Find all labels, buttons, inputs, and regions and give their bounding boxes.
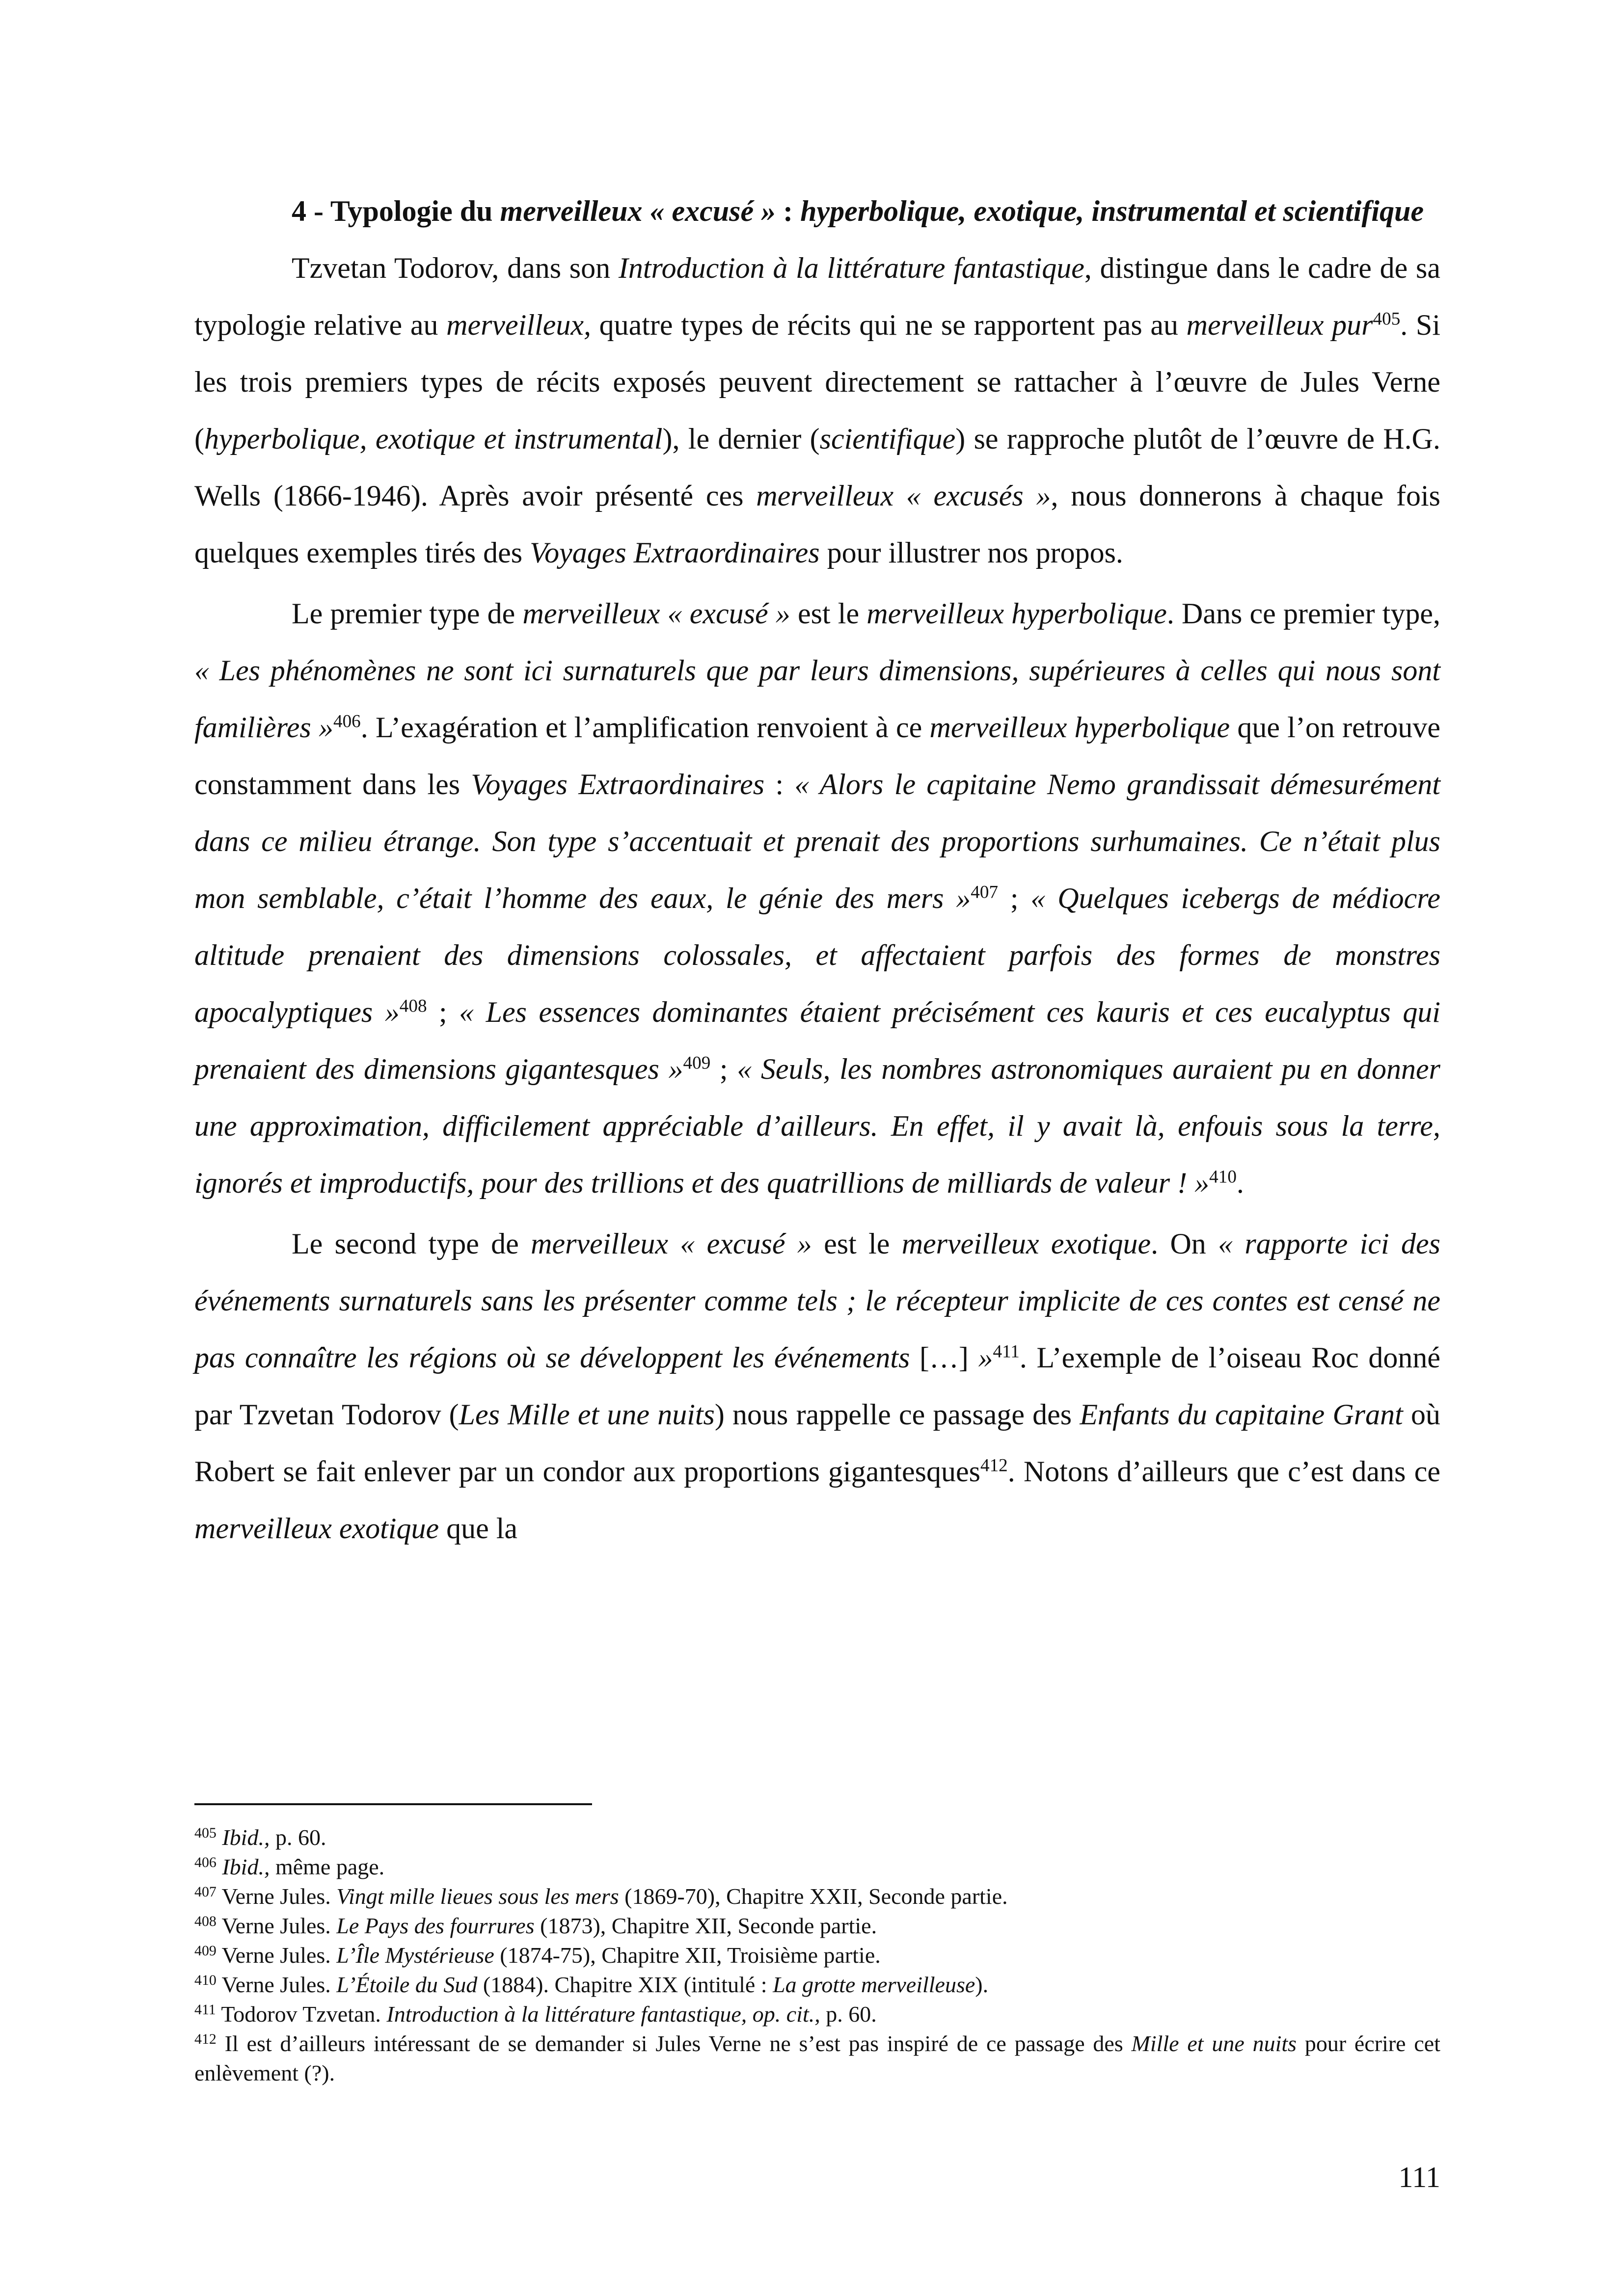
- text-run: ;: [427, 996, 460, 1028]
- text-run: que l’on retrouve constamment dans les: [194, 711, 1440, 801]
- text-run: . L’exagération et l’amplification renvoient à ce: [360, 711, 930, 744]
- text-run: . Notons d’ailleurs que c’est dans ce: [1007, 1455, 1440, 1488]
- italic-text: « Alors le capitaine Nemo grandissait démesurément dans ce milieu étrange. Son type s’accentuait et prenait des proportions surhumaines. Ce n’était plus mon semblable, c’était l’homme des eaux, le génie des mers »: [194, 768, 1440, 914]
- footnote-ref: 412: [980, 1455, 1008, 1476]
- italic-text: merveilleux,: [446, 309, 591, 341]
- italic-text: « Seuls, les nombres astronomiques auraient pu en donner une approximation, difficilement appréciable d’ailleurs. En effet, il y avait là, enfouis sous la terre, ignorés et improductifs, pour des trillions et des quatrillions de milliards de valeur ! »: [194, 1053, 1440, 1199]
- footnote-409: [194, 1941, 1440, 1970]
- text-run: :: [764, 768, 795, 801]
- footnote-number: 407: [194, 1884, 216, 1900]
- text-run: où Robert se fait enlever par un condor aux proportions gigantesques: [194, 1398, 1441, 1488]
- paragraph-1: [194, 240, 1440, 581]
- italic-text: « Quelques icebergs de médiocre altitude prenaient des dimensions colossales, et affectaient parfois des formes de monstres apocalyptiques »: [194, 882, 1440, 1028]
- text-run: ) se rapproche plutôt de l’œuvre de H.G. Wells (1866-1946). Après avoir présenté ces: [194, 423, 1440, 512]
- page-body: [194, 183, 1440, 1557]
- footnote-number: 411: [194, 2002, 216, 2018]
- footnote-408: [194, 1911, 1440, 1941]
- text-run: pour illustrer nos propos.: [819, 536, 1123, 569]
- footnote-ref: 408: [399, 996, 427, 1016]
- text-run: Verne Jules.: [221, 1943, 337, 1968]
- section-heading: [292, 183, 1440, 240]
- text-run: que la: [439, 1512, 518, 1545]
- footnote-ref: 409: [683, 1053, 711, 1073]
- text-run: est le: [812, 1228, 902, 1260]
- page-number: 111: [1398, 2161, 1440, 2193]
- italic-text: Le Pays des fourrures: [336, 1913, 535, 1938]
- text-run: Tzvetan Todorov, dans son: [292, 252, 619, 284]
- italic-text: Voyages Extraordinaires: [530, 536, 820, 569]
- text-run: , nous donnerons à chaque fois quelques exemples tirés des: [194, 480, 1440, 569]
- italic-text: La grotte merveilleuse: [773, 1972, 975, 1997]
- italic-text: Introduction à la littérature fantastique, op. cit.,: [386, 2002, 820, 2027]
- italic-text: merveilleux exotique: [901, 1228, 1151, 1260]
- italic-text: L’Étoile du Sud: [336, 1972, 478, 1997]
- text-run: . L’exemple de l’oiseau Roc donné par Tzvetan Todorov (: [194, 1341, 1441, 1431]
- text-run: p. 60.: [820, 2002, 877, 2027]
- italic-text: « rapporte ici des événements surnaturels sans les présenter comme tels ; le récepteur implicite de ces contes est censé ne pas connaître les régions où se développent les événements: [194, 1228, 1441, 1374]
- text-run: ), le dernier (: [662, 423, 820, 455]
- italic-text: merveilleux hyperbolique: [866, 597, 1167, 630]
- text-run: , distingue dans le cadre de sa typologie relative au: [194, 252, 1440, 341]
- text-run: ;: [710, 1053, 737, 1085]
- text-run: . Dans ce premier type,: [1166, 597, 1441, 630]
- italic-text: hyperbolique, exotique et instrumental: [204, 423, 663, 455]
- italic-text: L’Île Mystérieuse: [336, 1943, 494, 1968]
- text-run: Verne Jules.: [221, 1884, 337, 1909]
- footnote-separator: [194, 1803, 592, 1805]
- footnote-ref: 411: [993, 1341, 1020, 1362]
- text-run: . On: [1151, 1228, 1218, 1260]
- text-run: Verne Jules.: [221, 1972, 337, 1997]
- text-run: pour écrire cet enlèvement (?).: [194, 2031, 1440, 2085]
- text-run: (1884). Chapitre XIX (intitulé :: [477, 1972, 773, 1997]
- footnote-ref: 406: [333, 711, 361, 732]
- text-run: ;: [998, 882, 1031, 914]
- italic-text: Enfants du capitaine Grant: [1080, 1398, 1403, 1431]
- italic-text: Mille et une nuits: [1131, 2031, 1297, 2056]
- paragraph-3: [194, 1215, 1440, 1557]
- text-run: Le premier type de: [292, 597, 523, 630]
- heading-text: :: [776, 195, 801, 227]
- footnote-number: 408: [194, 1913, 216, 1930]
- heading-italic: hyperbolique, exotique, instrumental et scientifique: [800, 195, 1424, 227]
- text-run: même page.: [270, 1854, 385, 1879]
- italic-text: Vingt mille lieues sous les mers: [336, 1884, 619, 1909]
- footnote-number: 406: [194, 1854, 216, 1871]
- text-run: (1874-75), Chapitre XII, Troisième partie.: [494, 1943, 881, 1968]
- text-run: Il est d’ailleurs intéressant de se demander si Jules Verne ne s’est pas inspiré de ce passage des: [224, 2031, 1132, 2056]
- italic-text: »: [968, 1341, 993, 1374]
- italic-text: merveilleux « excusés »: [756, 480, 1051, 512]
- text-run: ).: [975, 1972, 989, 1997]
- text-run: Verne Jules.: [221, 1913, 337, 1938]
- italic-text: « Les essences dominantes étaient précisément ces kauris et ces eucalyptus qui prenaient des dimensions gigantesques »: [194, 996, 1440, 1085]
- italic-text: merveilleux « excusé »: [531, 1228, 812, 1260]
- text-run: (1869-70), Chapitre XXII, Seconde partie.: [619, 1884, 1008, 1909]
- footnotes: [194, 1823, 1440, 2088]
- footnote-410: [194, 1970, 1440, 2000]
- heading-text: 4 - Typologie du: [292, 195, 500, 227]
- italic-text: Introduction à la littérature fantastique: [618, 252, 1084, 284]
- text-run: . Si les trois premiers types de récits exposés peuvent directement se rattacher à l’œuvre de Jules Verne (: [194, 309, 1440, 455]
- italic-text: Ibid.,: [222, 1854, 270, 1879]
- footnote-number: 409: [194, 1943, 216, 1959]
- text-run: ) nous rappelle ce passage des: [714, 1398, 1080, 1431]
- italic-text: merveilleux pur: [1186, 309, 1373, 341]
- italic-text: merveilleux hyperbolique: [929, 711, 1230, 744]
- paragraph-2: [194, 585, 1440, 1211]
- italic-text: scientifique: [819, 423, 956, 455]
- footnote-number: 405: [194, 1825, 216, 1842]
- footnote-405: [194, 1823, 1440, 1852]
- text-run: […]: [919, 1341, 969, 1374]
- heading-italic: merveilleux « excusé »: [500, 195, 776, 227]
- italic-text: Les Mille et une nuits: [459, 1398, 715, 1431]
- footnote-411: [194, 2000, 1440, 2029]
- footnote-number: 410: [194, 1972, 216, 1989]
- footnote-406: [194, 1852, 1440, 1882]
- italic-text: « Les phénomènes ne sont ici surnaturels que par leurs dimensions, supérieures à celles qui nous sont familières »: [194, 654, 1440, 744]
- italic-text: Voyages Extraordinaires: [471, 768, 765, 801]
- text-run: est le: [790, 597, 867, 630]
- italic-text: merveilleux « excusé »: [522, 597, 790, 630]
- italic-text: Ibid.,: [222, 1825, 270, 1850]
- footnote-ref: 407: [971, 882, 999, 903]
- text-run: .: [1236, 1167, 1244, 1199]
- text-run: (1873), Chapitre XII, Seconde partie.: [534, 1913, 877, 1938]
- footnote-412: [194, 2029, 1440, 2088]
- footnote-407: [194, 1882, 1440, 1911]
- text-run: Todorov Tzvetan.: [221, 2002, 387, 2027]
- text-run: quatre types de récits qui ne se rapportent pas au: [591, 309, 1187, 341]
- italic-text: merveilleux exotique: [194, 1512, 439, 1545]
- text-run: Le second type de: [292, 1228, 531, 1260]
- footnote-ref: 410: [1209, 1167, 1237, 1187]
- text-run: p. 60.: [270, 1825, 326, 1850]
- footnote-ref: 405: [1373, 309, 1401, 329]
- footnote-number: 412: [194, 2031, 216, 2048]
